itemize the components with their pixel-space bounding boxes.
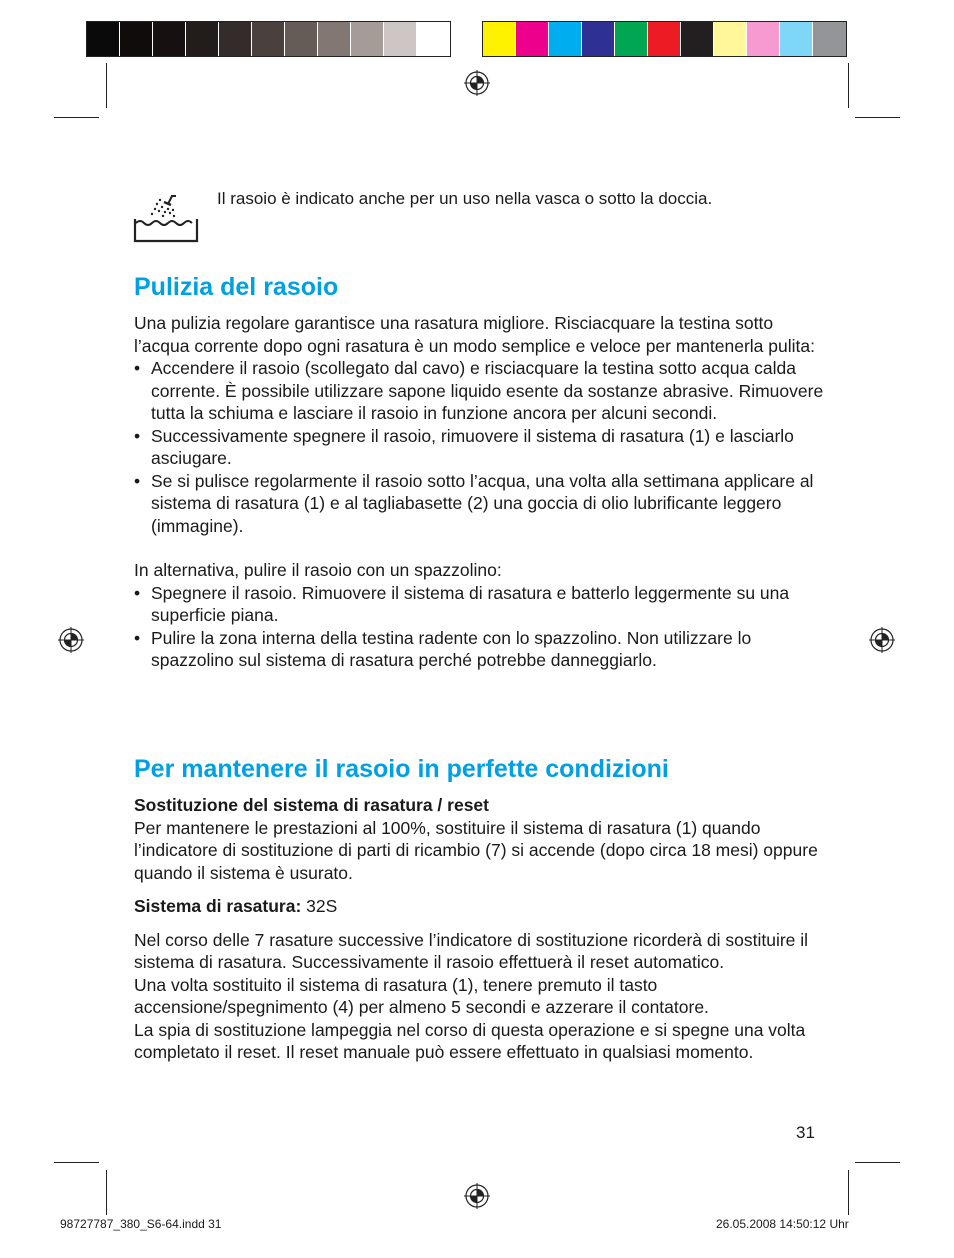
- color-swatch: [87, 22, 120, 56]
- process-color-bar: [482, 21, 847, 57]
- color-swatch: [285, 22, 318, 56]
- section-cleaning-body: [134, 312, 824, 672]
- color-swatch: [615, 22, 648, 56]
- color-swatch: [219, 22, 252, 56]
- shaving-system-value: 32S: [301, 896, 338, 916]
- subheading: Sostituzione del sistema di rasatura / reset: [134, 795, 489, 815]
- color-swatch: [813, 22, 846, 56]
- paragraph: Per mantenere le prestazioni al 100%, sostituire il sistema di rasatura (1) quando l’indicatore di sostituzione di parti di ricambio (7) si accende (dopo circa 18 mesi) oppure quando il sistema è usurato.: [134, 817, 818, 883]
- paragraph: In alternativa, pulire il rasoio con un spazzolino:: [134, 560, 502, 580]
- color-swatch: [186, 22, 219, 56]
- color-swatch: [681, 22, 714, 56]
- color-swatch: [120, 22, 153, 56]
- crop-mark: [106, 1170, 107, 1215]
- color-swatch: [252, 22, 285, 56]
- color-swatch: [384, 22, 417, 56]
- paragraph: La spia di sostituzione lampeggia nel corso di questa operazione e si spegne una volta completato il reset. Il reset manuale può essere effettuato in qualsiasi momento.: [134, 1019, 806, 1062]
- page-number: 31: [796, 1123, 815, 1142]
- crop-mark: [54, 1162, 99, 1163]
- list-item: • Successivamente spegnere il rasoio, rimuovere il sistema di rasatura (1) e lasciarlo asciugare.: [134, 425, 824, 470]
- section-maintenance-body: [134, 794, 824, 1064]
- shaving-system-label: Sistema di rasatura:: [134, 896, 302, 916]
- crop-mark: [848, 1170, 849, 1215]
- intro-text: Il rasoio è indicato anche per un uso nella vasca o sotto la doccia.: [217, 189, 713, 208]
- color-swatch: [318, 22, 351, 56]
- section-heading-maintenance: Per mantenere il rasoio in perfette condizioni: [134, 755, 669, 783]
- shower-bath-icon: [132, 190, 200, 244]
- paragraph: Nel corso delle 7 rasature successive l’indicatore di sostituzione ricorderà di sostituire il sistema di rasatura. Successivamente il rasoio effettuerà il reset automatico.: [134, 929, 809, 972]
- footer-date-info: 26.05.2008 14:50:12 Uhr: [716, 1217, 849, 1231]
- color-swatch: [516, 22, 549, 56]
- list-item: • Spegnere il rasoio. Rimuovere il sistema di rasatura e batterlo leggermente su una superficie piana.: [134, 582, 824, 627]
- registration-mark-icon: [869, 627, 895, 653]
- bullet-list: [134, 582, 824, 672]
- color-swatch: [351, 22, 384, 56]
- paragraph: Una pulizia regolare garantisce una rasatura migliore. Risciacquare la testina sotto l’acqua corrente dopo ogni rasatura è un modo semplice e veloce per mantenerla pulita:: [134, 313, 815, 356]
- section-heading-cleaning: Pulizia del rasoio: [134, 273, 339, 301]
- crop-mark: [54, 117, 99, 118]
- footer-file-info: 98727787_380_S6-64.indd 31: [60, 1217, 222, 1231]
- grayscale-color-bar: [86, 21, 451, 57]
- bullet-list: [134, 357, 824, 537]
- paragraph: Una volta sostituito il sistema di rasatura (1), tenere premuto il tasto accensione/spegnimento (4) per almeno 5 secondi e azzerare il contatore.: [134, 974, 709, 1017]
- list-item: • Pulire la zona interna della testina radente con lo spazzolino. Non utilizzare lo spazzolino sul sistema di rasatura perché potrebbe danneggiarlo.: [134, 627, 824, 672]
- crop-mark: [855, 117, 900, 118]
- color-swatch: [648, 22, 681, 56]
- list-item: • Se si pulisce regolarmente il rasoio sotto l’acqua, una volta alla settimana applicare al sistema di rasatura (1) e al tagliabasette (2) una goccia di olio lubrificante leggero (immagine).: [134, 470, 824, 538]
- color-swatch: [549, 22, 582, 56]
- registration-mark-icon: [58, 627, 84, 653]
- shaving-system-line: [134, 895, 824, 918]
- crop-mark: [106, 63, 107, 108]
- color-swatch: [747, 22, 780, 56]
- color-swatch: [582, 22, 615, 56]
- list-item: • Accendere il rasoio (scollegato dal cavo) e risciacquare la testina sotto acqua calda corrente. È possibile utilizzare sapone liquido esente da sostanze abrasive. Rimuovere tutta la schiuma e lasciare il rasoio in funzione ancora per alcuni secondi.: [134, 357, 824, 425]
- color-swatch: [417, 22, 450, 56]
- color-swatch: [780, 22, 813, 56]
- color-swatch: [483, 22, 516, 56]
- color-swatch: [153, 22, 186, 56]
- crop-mark: [848, 63, 849, 108]
- registration-mark-icon: [464, 70, 490, 96]
- registration-mark-icon: [464, 1183, 490, 1209]
- color-swatch: [714, 22, 747, 56]
- crop-mark: [855, 1162, 900, 1163]
